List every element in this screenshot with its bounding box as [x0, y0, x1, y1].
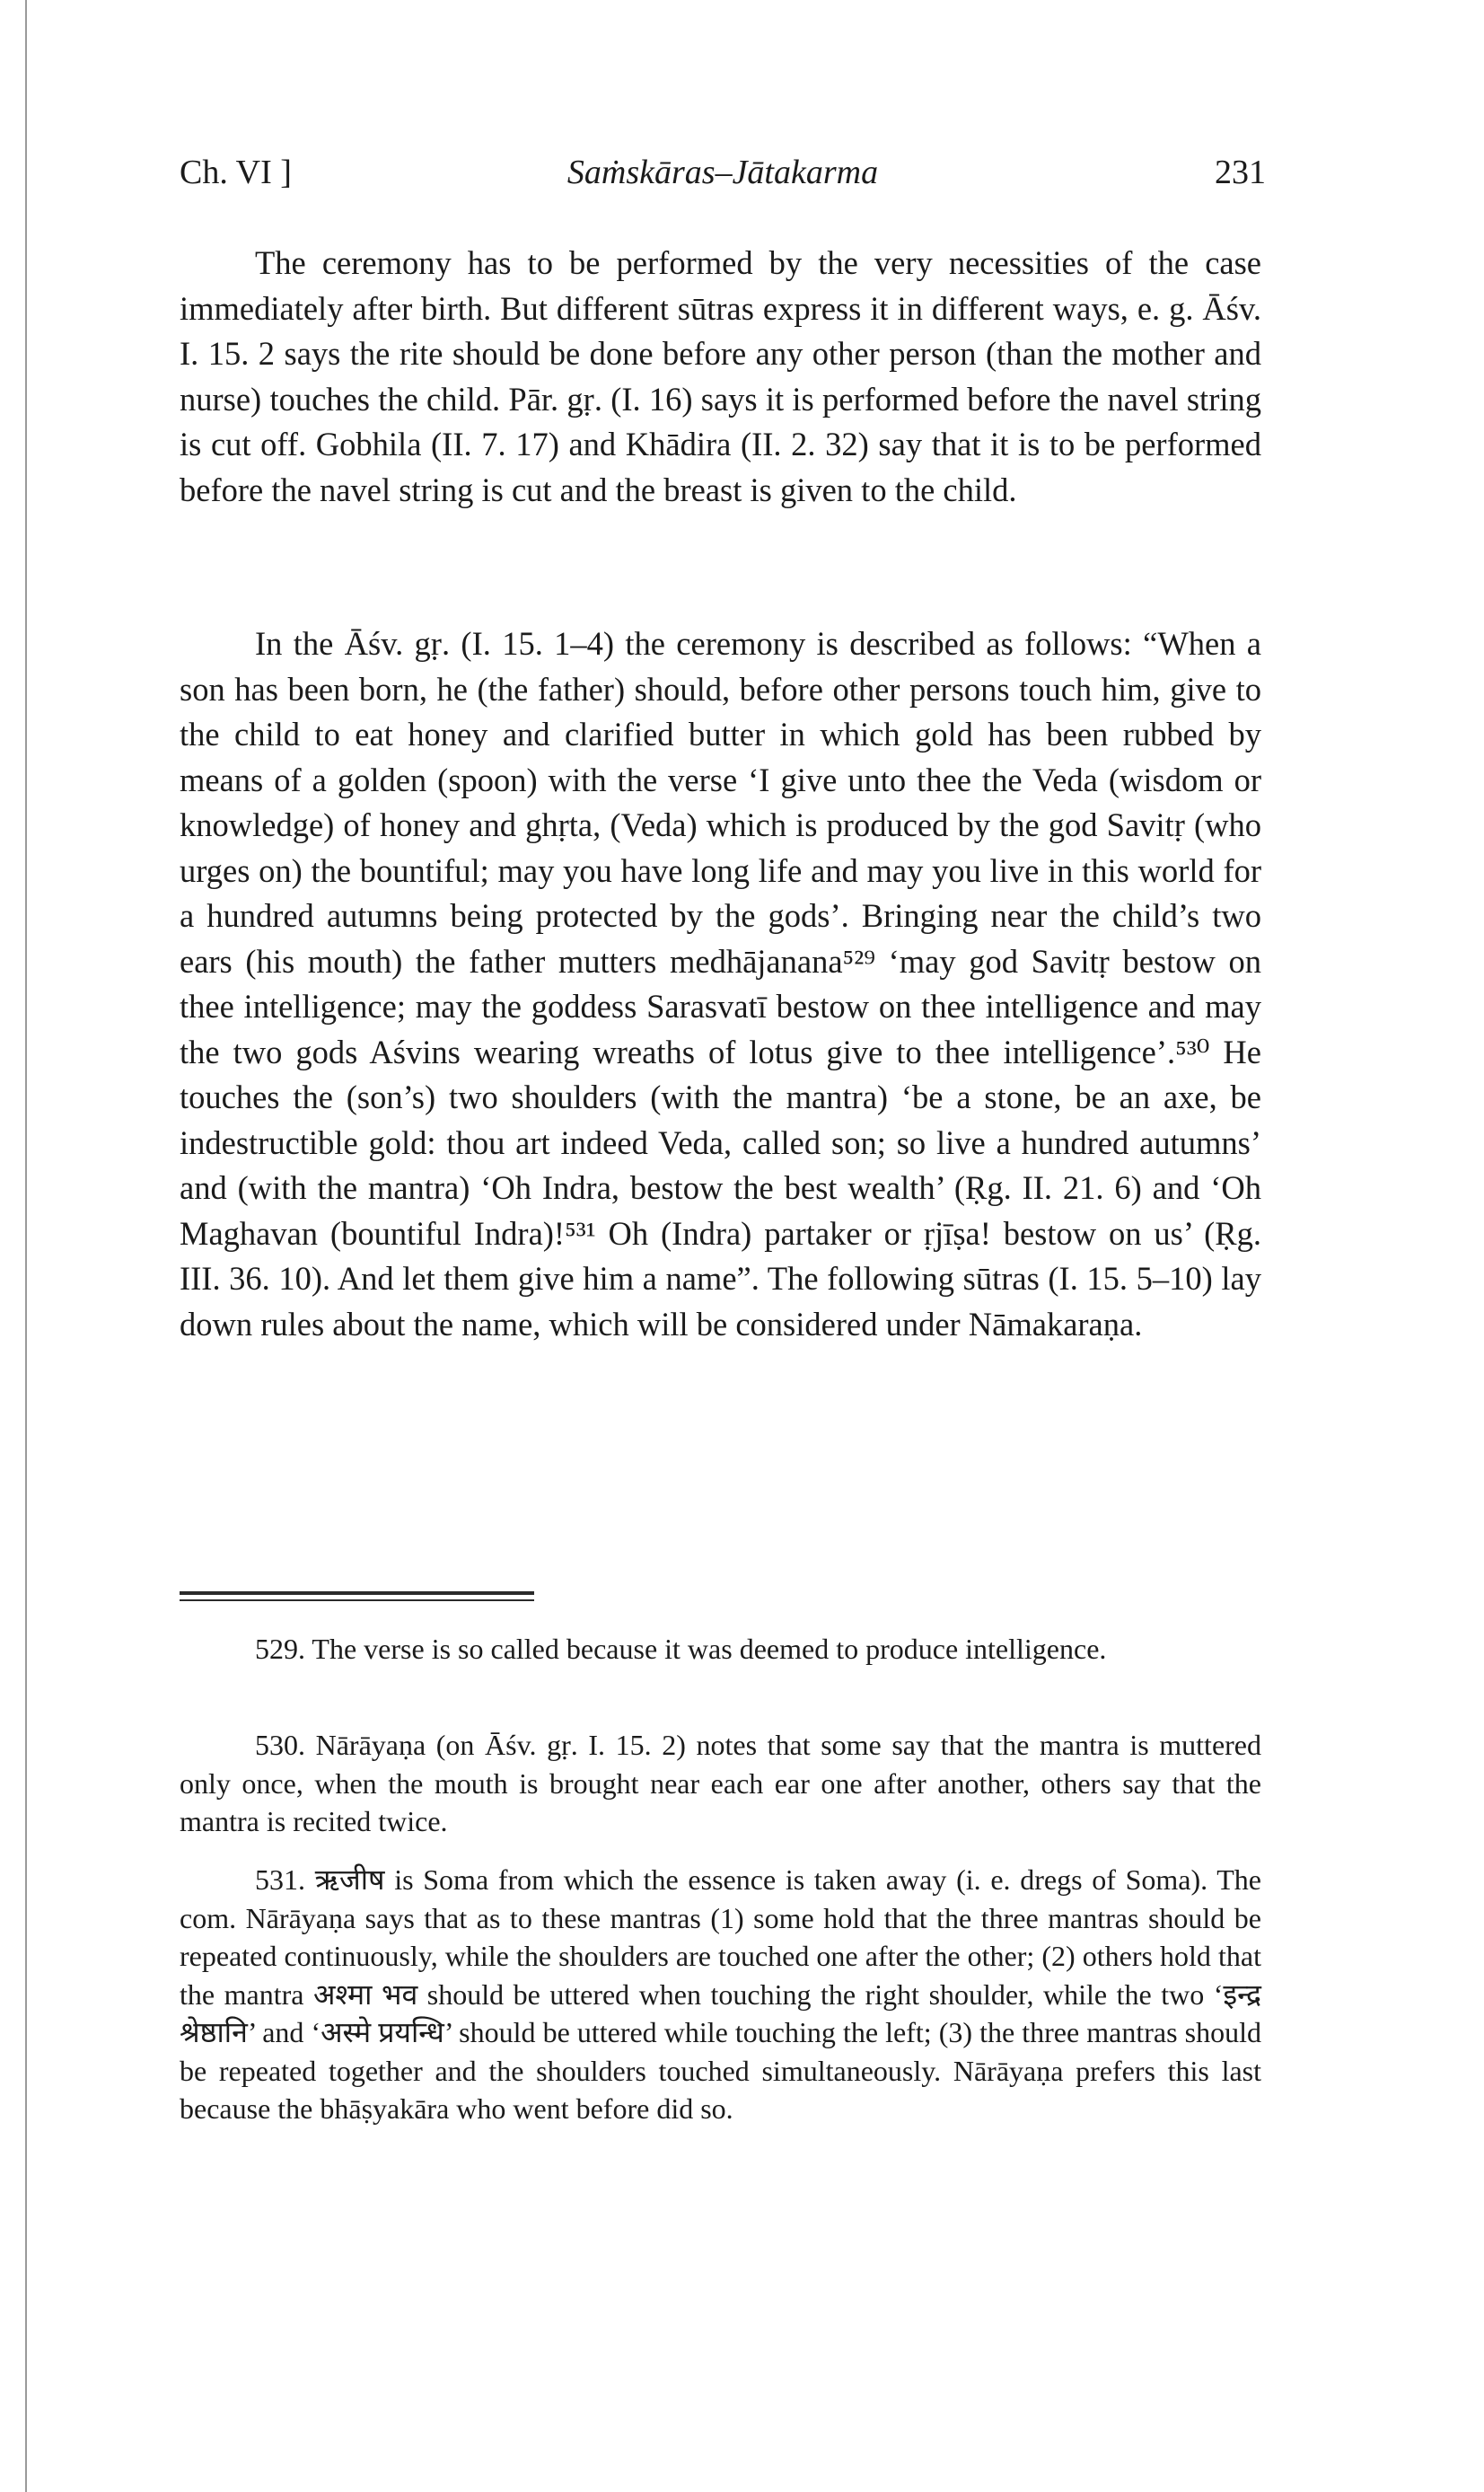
running-title: Saṁskāras–Jātakarma: [566, 154, 879, 191]
chapter-label: Ch. VI ]: [180, 154, 292, 191]
body-paragraph: The ceremony has to be performed by the very necessities of the case immediately after birth. But different sūtras express it in different ways, e. g. Āśv. I. 15. 2 says the rite should be done before any other person (than the mother and nurse) touches the child. Pār. gṛ. (I. 16) says it is performed before the navel string is cut off. Gobhila (II. 7. 17) and Khādira (II. 2. 32) say that it is to be performed before the navel string is cut and the breast is given to the child.: [180, 244, 1261, 508]
footnote-531: 531. ऋजीष is Soma from which the essence is taken away (i. e. dregs of Soma). The com. Nārāyaṇa says that as to these mantras (1) some hold that the three mantras should be repeated continuously, while the shoulders are touched one after the other; (2) others hold that the mantra अश्मा भव should be uttered when touching the right shoulder, while the two ‘इन्द्र श्रेष्ठानि’ and ‘अस्मे प्रयन्धि’ should be uttered while touching the left; (3) the three mantras should be repeated together and the shoulders touched simultaneously. Nārāyaṇa prefers this last because the bhāṣyakāra who went before did so.: [180, 1863, 1261, 2125]
body-paragraph: In the Āśv. gṛ. (I. 15. 1–4) the ceremony is described as follows: “When a son has been born, he (the father) should, before other persons touch him, give to the child to eat honey and clarified butter in which gold has been rubbed by means of a golden (spoon) with the verse ‘I give unto thee the Veda (wisdom or knowledge) of honey and ghṛta, (Veda) which is produced by the god Savitṛ (who urges on) the bountiful; may you have long life and may you live in this world for a hundred autumns being protected by the gods’. Bringing near the child’s two ears (his mouth) the father mutters medhājanana⁵²⁹ ‘may god Savitṛ bestow on thee intelligence; may the goddess Sarasvatī bestow on thee intelligence and may the two gods Aśvins wearing wreaths of lotus give to thee intelligence’.⁵³⁰ He touches the (son’s) two shoulders (with the mantra) ‘be a stone, be an axe, be indestructible gold: thou art indeed Veda, called son; so live a hundred autumns’ and (with the mantra) ‘Oh Indra, bestow the best wealth’ (Ṛg. II. 21. 6) and ‘Oh Maghavan (bountiful Indra)!⁵³¹ Oh (Indra) partaker or ṛjīṣa! bestow on us’ (Ṛg. III. 36. 10). And let them give him a name”. The following sūtras (I. 15. 5–10) lay down rules about the name, which will be considered under Nāmakaraṇa.: [180, 625, 1261, 1343]
scan-edge-line: [25, 0, 27, 2492]
footnote-530: 530. Nārāyaṇa (on Āśv. gṛ. I. 15. 2) notes that some say that the mantra is muttered only once, when the mouth is brought near each ear one after another, others say that the mantra is recited twice.: [180, 1729, 1261, 1837]
footnote-separator-thin: [180, 1599, 534, 1601]
running-header: [180, 153, 1266, 207]
footnote-529: 529. The verse is so called because it was deemed to produce intelligence.: [255, 1633, 1107, 1665]
footnote-separator: [180, 1591, 534, 1595]
page-number: 231: [1215, 154, 1266, 191]
